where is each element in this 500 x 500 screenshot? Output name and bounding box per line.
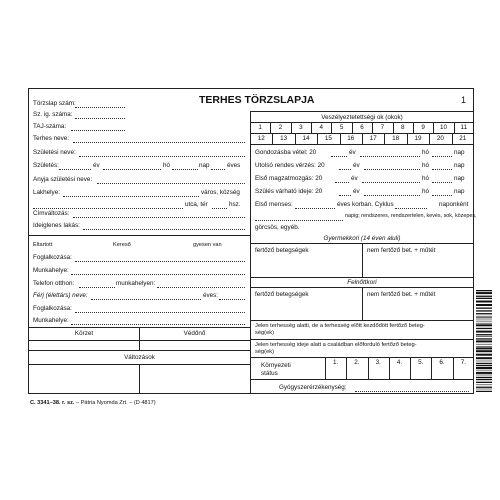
field-taj-szama: TAJ-száma:: [33, 123, 67, 130]
risk-cell-divider: [413, 122, 414, 133]
field-anyja-neve: Anyja születési neve:: [33, 176, 93, 183]
risk-factor-10[interactable]: 10: [439, 124, 447, 131]
kornyezeti-label: Környezeti: [261, 362, 291, 369]
napig-label: napig; rendszeres, rendszertelen, kevés, sok, közepes,: [345, 213, 477, 219]
field-torzslap-szam: Törzslap szám:: [33, 100, 76, 107]
szuletes-place-input[interactable]: [59, 169, 91, 170]
szules-year-input[interactable]: [339, 195, 351, 196]
magzat-ev: év: [351, 175, 358, 182]
risk-cell-divider: [384, 133, 385, 144]
status-7[interactable]: 7.: [460, 359, 466, 366]
korzet-divider-2: [139, 340, 140, 350]
status-kereso[interactable]: Kereső: [113, 242, 131, 248]
status-4[interactable]: 4.: [396, 359, 403, 366]
magzat-day-input[interactable]: [432, 182, 452, 183]
statusz-label: státus: [261, 370, 278, 377]
risk-factor-9[interactable]: 9: [421, 124, 425, 131]
field-terhes-neve: Terhes neve:: [33, 135, 70, 142]
risk-cell-divider: [270, 122, 271, 133]
szuletesi-neve-input[interactable]: [79, 156, 245, 157]
foglalkozasa-input[interactable]: [75, 261, 245, 262]
risk-factor-15[interactable]: 15: [324, 135, 332, 142]
felnott-fertozo: fertőző betegségek: [255, 291, 309, 298]
felnottkori-header: Felnőttkori: [347, 279, 377, 286]
field-szules-varhato: Szülés várható ideje: 20: [255, 188, 323, 195]
birth-nap-input[interactable]: [211, 169, 225, 170]
risk-factor-6[interactable]: 6: [360, 124, 364, 131]
risk-cell-divider: [295, 133, 296, 144]
ferj-eves-input[interactable]: [219, 299, 245, 300]
jelen1-label: Jelen terhesség alatti, de a terhesség előtt kezdődött fertőző beteg-: [255, 323, 425, 329]
risk-factor-14[interactable]: 14: [302, 135, 310, 142]
gondozas-ho: hó: [422, 149, 430, 156]
risk-factor-7[interactable]: 7: [380, 124, 385, 131]
munkahelye-input[interactable]: [71, 274, 245, 275]
status-5[interactable]: 5.: [418, 359, 424, 366]
status-eltartott[interactable]: Eltartott: [33, 242, 53, 248]
valtozasok-divider: [139, 364, 140, 393]
field-elso-menses: Első menses:: [255, 201, 293, 208]
valtozasok-top-line: [29, 350, 250, 351]
field-foglalkozasa-2: Foglalkozása:: [33, 305, 72, 312]
anyja-neve-input[interactable]: [97, 183, 245, 184]
korzet-header: Körzet: [74, 330, 94, 337]
field-ideiglenes-lakas: Ideiglenes lakás:: [33, 222, 80, 229]
utolso-day-input[interactable]: [432, 169, 452, 170]
lakhelye-input[interactable]: [63, 196, 199, 197]
form-sheet: [28, 88, 477, 394]
risk-factor-11[interactable]: 11: [460, 124, 468, 131]
vedono-header: Védőnő: [183, 330, 206, 337]
field-elso-magzatmozgas: Első magzatmozgás: 20: [255, 175, 323, 182]
risk-cell-divider: [272, 133, 273, 144]
field-szuletesi-neve: Születési neve:: [33, 149, 76, 156]
szules-ho: hó: [422, 188, 430, 195]
risk-factor-1[interactable]: 1: [258, 124, 262, 131]
magzat-nap: nap: [454, 175, 465, 182]
street-number-input[interactable]: [212, 208, 227, 209]
status-6[interactable]: 6.: [439, 359, 445, 366]
disease-divider-2: [362, 287, 363, 320]
valtozasok-header: Változások: [124, 354, 155, 361]
ferj-neve-input[interactable]: [91, 299, 201, 300]
risk-cell-divider: [317, 133, 318, 144]
field-foglalkozasa: Foglalkozása:: [33, 254, 72, 261]
gondozas-nap: nap: [454, 149, 465, 156]
risk-cell-divider: [452, 133, 453, 144]
gondozas-day-input[interactable]: [432, 156, 452, 157]
footer-code: C. 3341–38. r. sz.: [30, 400, 75, 406]
field-gondozas: Gondozásba vétel: 20: [255, 149, 317, 156]
munkahelye-2-input[interactable]: [71, 324, 245, 325]
field-utolso-verzes: Utolsó rendes vérzés: 20: [255, 162, 325, 169]
utolso-nap: nap: [454, 162, 465, 169]
risk-factor-17[interactable]: 17: [369, 135, 377, 142]
szules-ev: év: [353, 188, 360, 195]
jelen2-top: [250, 339, 474, 340]
status-gyesen[interactable]: gyesen van: [193, 242, 222, 248]
sz-ig-szama-input[interactable]: [75, 118, 125, 119]
risk-cell-divider: [454, 122, 455, 133]
jelen2-label-b: ség(ek): [255, 349, 274, 355]
risk-cell-divider: [340, 133, 341, 144]
field-telefon: Telefon otthon:: [33, 280, 75, 287]
szules-month-input[interactable]: [364, 195, 420, 196]
risk-cell-divider: [352, 122, 353, 133]
risk-cell-divider: [393, 122, 394, 133]
risk-factor-3[interactable]: 3: [299, 124, 303, 131]
risk-cell-divider: [291, 122, 292, 133]
birth-nap-label: nap: [199, 162, 210, 169]
felnottkori-top: [250, 277, 474, 278]
utolso-ho: hó: [422, 162, 430, 169]
utolso-month-input[interactable]: [364, 169, 420, 170]
telefon-otthon-input[interactable]: [79, 287, 115, 288]
gondozas-year-input[interactable]: [331, 156, 347, 157]
gondozas-ev: év: [349, 149, 356, 156]
cyklus-input[interactable]: [395, 208, 427, 209]
birth-ev-label: év: [93, 162, 100, 169]
risk-cell-divider: [429, 133, 430, 144]
risk-factor-2[interactable]: 2: [278, 124, 283, 131]
field-lakhelye: Lakhelye:: [33, 189, 60, 196]
street-input[interactable]: [33, 208, 183, 209]
szules-nap: nap: [454, 188, 465, 195]
field-munkahelye-2: Munkahelye:: [33, 317, 69, 324]
risk-factor-4[interactable]: 4: [319, 124, 324, 131]
disease-divider-1: [362, 243, 363, 263]
torzslap-szam-input[interactable]: [75, 107, 125, 108]
risk-factor-21[interactable]: 21: [459, 135, 467, 142]
status-bottom: [250, 379, 474, 380]
veszely-header: Veszélyeztetettségi ok (okok): [321, 114, 403, 121]
risk-cell-divider: [433, 122, 434, 133]
barcode: [476, 290, 492, 392]
magzat-year-input[interactable]: [335, 182, 349, 183]
risk-cell-divider: [362, 133, 363, 144]
gondozas-month-input[interactable]: [360, 156, 420, 157]
risk-cell-divider: [331, 122, 332, 133]
footer-publisher: – Pátria Nyomda Zrt. – (D 4817): [74, 400, 156, 406]
birth-ho-label: hó: [163, 162, 171, 169]
jelen1-label-b: ség(ek): [255, 330, 274, 336]
jelen2-label: Jelen terhesség ideje alatt a családban előforduló fertőző beteg-: [255, 342, 417, 348]
birth-eves-label: éves: [227, 162, 241, 169]
page-number: 1: [461, 95, 467, 105]
utolso-ev: év: [353, 162, 360, 169]
risk-factor-18[interactable]: 18: [392, 135, 400, 142]
naponkent-label: naponként: [439, 201, 469, 208]
field-sz-ig-szama: Sz. ig. száma:: [33, 111, 73, 118]
risk-factor-16[interactable]: 16: [347, 135, 355, 142]
footer: [30, 400, 156, 406]
birth-ev-input[interactable]: [103, 169, 161, 170]
szules-day-input[interactable]: [432, 195, 452, 196]
taj-szama-input[interactable]: [71, 130, 125, 131]
risk-factor-19[interactable]: 19: [414, 135, 422, 142]
utolso-year-input[interactable]: [339, 169, 351, 170]
gyermek-nem-fertozo: nem fertőző bet. + műtét: [367, 247, 436, 254]
cimvaltozas-input[interactable]: [73, 217, 245, 218]
field-szuletes: Születés:: [33, 162, 59, 169]
risk-factor-13[interactable]: 13: [280, 135, 288, 142]
elso-menses-input[interactable]: [295, 208, 335, 209]
risk-factor-5[interactable]: 5: [339, 124, 344, 131]
field-cimvaltozas: Címváltozás:: [33, 210, 70, 217]
status-3[interactable]: 3.: [375, 359, 381, 366]
field-munkahelye: Munkahelye:: [33, 267, 69, 274]
magzat-month-input[interactable]: [362, 182, 420, 183]
left-section-line: [29, 235, 250, 236]
telefon-munka-input[interactable]: [157, 287, 245, 288]
field-telefon-munka: munkahelyen:: [116, 280, 156, 287]
column-divider: [250, 111, 251, 393]
risk-cell-divider: [407, 133, 408, 144]
jelen1-top: [250, 320, 474, 321]
gyermekkori-header: Gyermekkori (14 éven aluli): [323, 235, 401, 242]
eves-korban-label: éves korban. Cyklus: [337, 201, 394, 208]
status-1[interactable]: 1.: [333, 359, 339, 366]
disease-divider-1b: [362, 263, 363, 277]
field-ferj-neve: Férj (élettárs) neve:: [33, 292, 88, 299]
gorcsos-label: görcsös, egyéb.: [255, 224, 300, 231]
street-hsz-label: hsz.: [229, 201, 241, 208]
napig-input[interactable]: [255, 220, 343, 221]
field-ferj-eves: éves:: [203, 292, 219, 299]
birth-ho-input[interactable]: [172, 169, 198, 170]
right-header-line: [250, 111, 474, 112]
city-label: város, község: [201, 189, 240, 196]
risk-cell-divider: [372, 122, 373, 133]
gyogyszer-input[interactable]: [355, 391, 469, 392]
street-utca-label: utca, tér: [185, 201, 208, 208]
felnott-nem-fertozo: nem fertőző bet. + műtét: [367, 291, 436, 298]
gyermek-fertozo: fertőző betegségek: [255, 247, 309, 254]
risk-factor-8[interactable]: 8: [400, 124, 405, 131]
risk-cell-divider: [311, 122, 312, 133]
risk-factor-12[interactable]: 12: [257, 135, 265, 142]
status-2[interactable]: 2.: [354, 359, 360, 366]
risk-factor-20[interactable]: 20: [436, 135, 444, 142]
gyogyszer-label: Gyógyszerérzékenység:: [279, 384, 347, 391]
page-title: TERHES TÖRZSLAPJA: [199, 94, 315, 106]
ideiglenes-lakas-input[interactable]: [83, 229, 245, 230]
terhes-neve-input[interactable]: [73, 142, 245, 143]
magzat-ho: hó: [422, 175, 430, 182]
foglalkozasa-2-input[interactable]: [75, 312, 245, 313]
risk-row2-bottom: [250, 144, 474, 145]
